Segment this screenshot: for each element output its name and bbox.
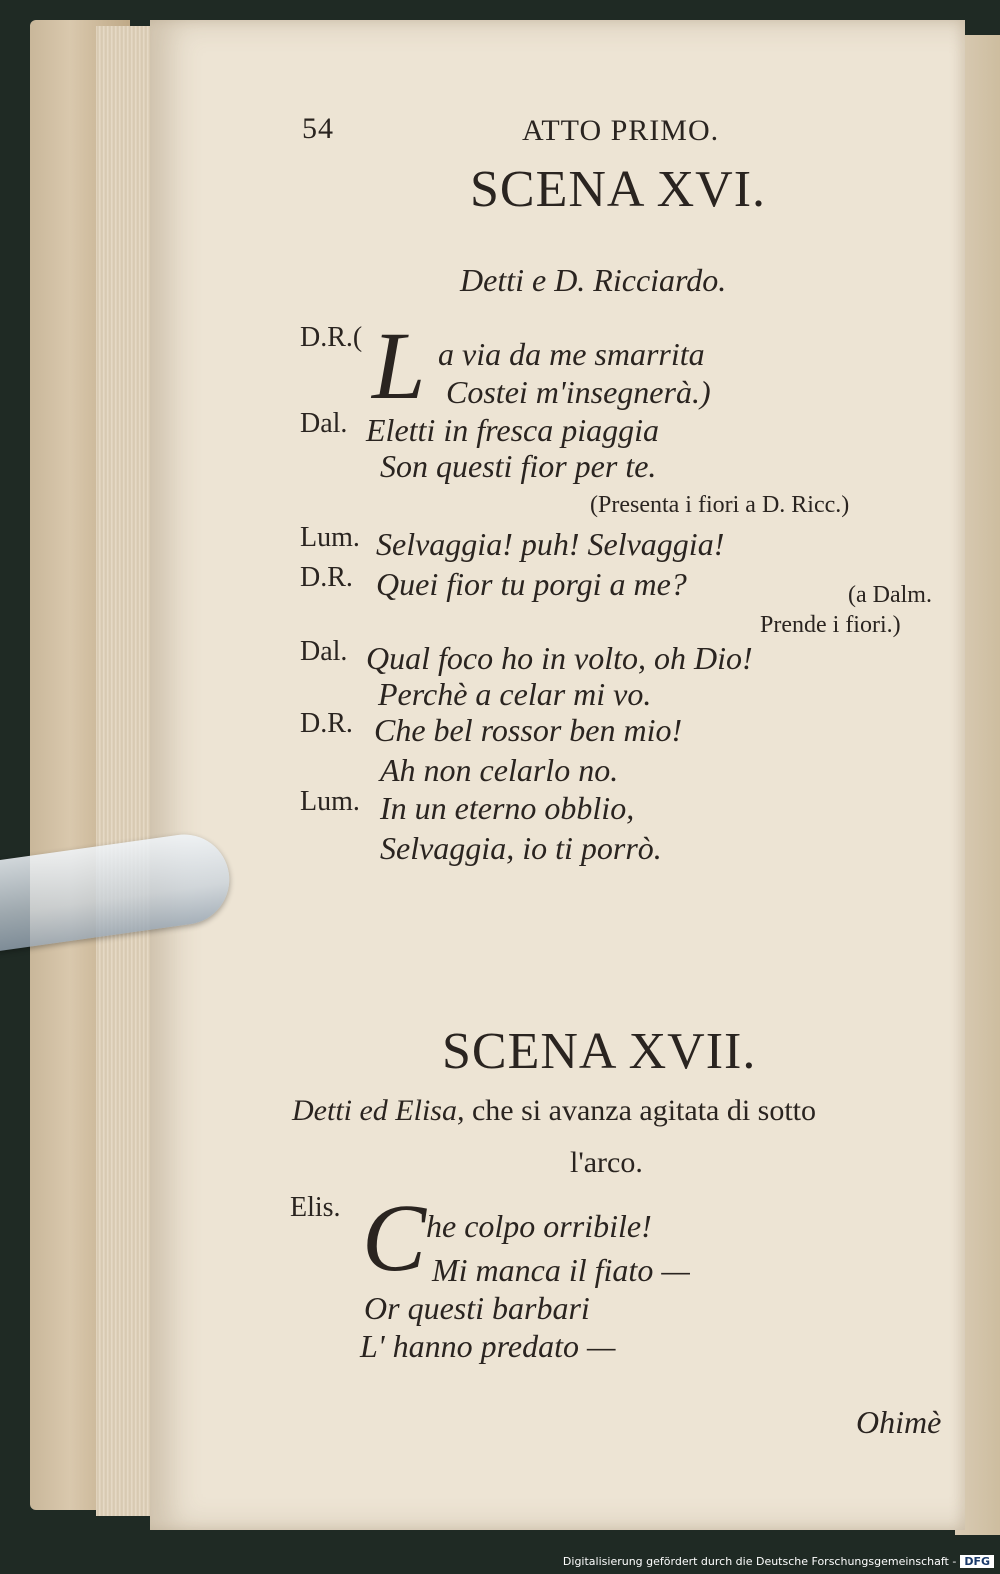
verse-line: Che bel rossor ben mio! bbox=[374, 712, 683, 748]
scene-16-characters: Detti e D. Ricciardo. bbox=[460, 262, 727, 298]
speaker-dal: Dal. bbox=[300, 636, 348, 667]
verse-line: Or questi barbari bbox=[364, 1290, 590, 1326]
speaker-lum: Lum. bbox=[300, 522, 360, 553]
stage-direction: (Presenta i fiori a D. Ricc.) bbox=[590, 492, 850, 518]
speaker-elis: Elis. bbox=[290, 1192, 341, 1223]
page-number: 54 bbox=[302, 112, 334, 145]
verse-line: Quei fior tu porgi a me? bbox=[376, 566, 687, 602]
stage-direction: (a Dalm. bbox=[848, 582, 932, 608]
verse-line: Mi manca il fiato — bbox=[432, 1252, 690, 1288]
verse-line: Son questi fior per te. bbox=[380, 448, 657, 484]
speaker-lum: Lum. bbox=[300, 786, 360, 817]
speaker-dr: D.R. bbox=[300, 562, 353, 593]
drop-cap-c: C bbox=[362, 1184, 427, 1291]
scene-16-title: SCENA XVI. bbox=[470, 161, 767, 218]
stage-direction: Prende i fiori.) bbox=[760, 612, 901, 638]
verse-line: Qual foco ho in volto, oh Dio! bbox=[366, 640, 753, 676]
dfg-logo: DFG bbox=[960, 1555, 994, 1568]
scene-17-direction: Detti ed Elisa, che si avanza agitata di sotto bbox=[292, 1094, 817, 1127]
scene-17-title: SCENA XVII. bbox=[442, 1023, 757, 1080]
verse-line: L' hanno predato — bbox=[360, 1328, 616, 1364]
verse-line: Costei m'insegnerà.) bbox=[446, 374, 711, 410]
scene-17-direction-cont: l'arco. bbox=[570, 1146, 643, 1179]
catchword: Ohimè bbox=[856, 1404, 942, 1440]
verse-line: Selvaggia! puh! Selvaggia! bbox=[376, 526, 725, 562]
drop-cap-l: L bbox=[372, 312, 426, 419]
verse-line: Selvaggia, io ti porrò. bbox=[380, 830, 662, 866]
verse-line: a via da me smarrita bbox=[438, 336, 705, 372]
speaker-dr: D.R. bbox=[300, 708, 353, 739]
speaker-dr: D.R.( bbox=[300, 322, 363, 353]
verse-line: he colpo orribile! bbox=[426, 1208, 652, 1244]
speaker-dal: Dal. bbox=[300, 408, 348, 439]
verse-line: Ah non celarlo no. bbox=[380, 752, 619, 788]
running-title: ATTO PRIMO. bbox=[522, 114, 720, 147]
verse-line: Perchè a celar mi vo. bbox=[378, 676, 652, 712]
digitization-credit: Digitalisierung gefördert durch die Deutsche Forschungsgemeinschaft - DFG bbox=[563, 1550, 994, 1572]
verse-line: Eletti in fresca piaggia bbox=[366, 412, 659, 448]
verse-line: In un eterno obblio, bbox=[380, 790, 635, 826]
